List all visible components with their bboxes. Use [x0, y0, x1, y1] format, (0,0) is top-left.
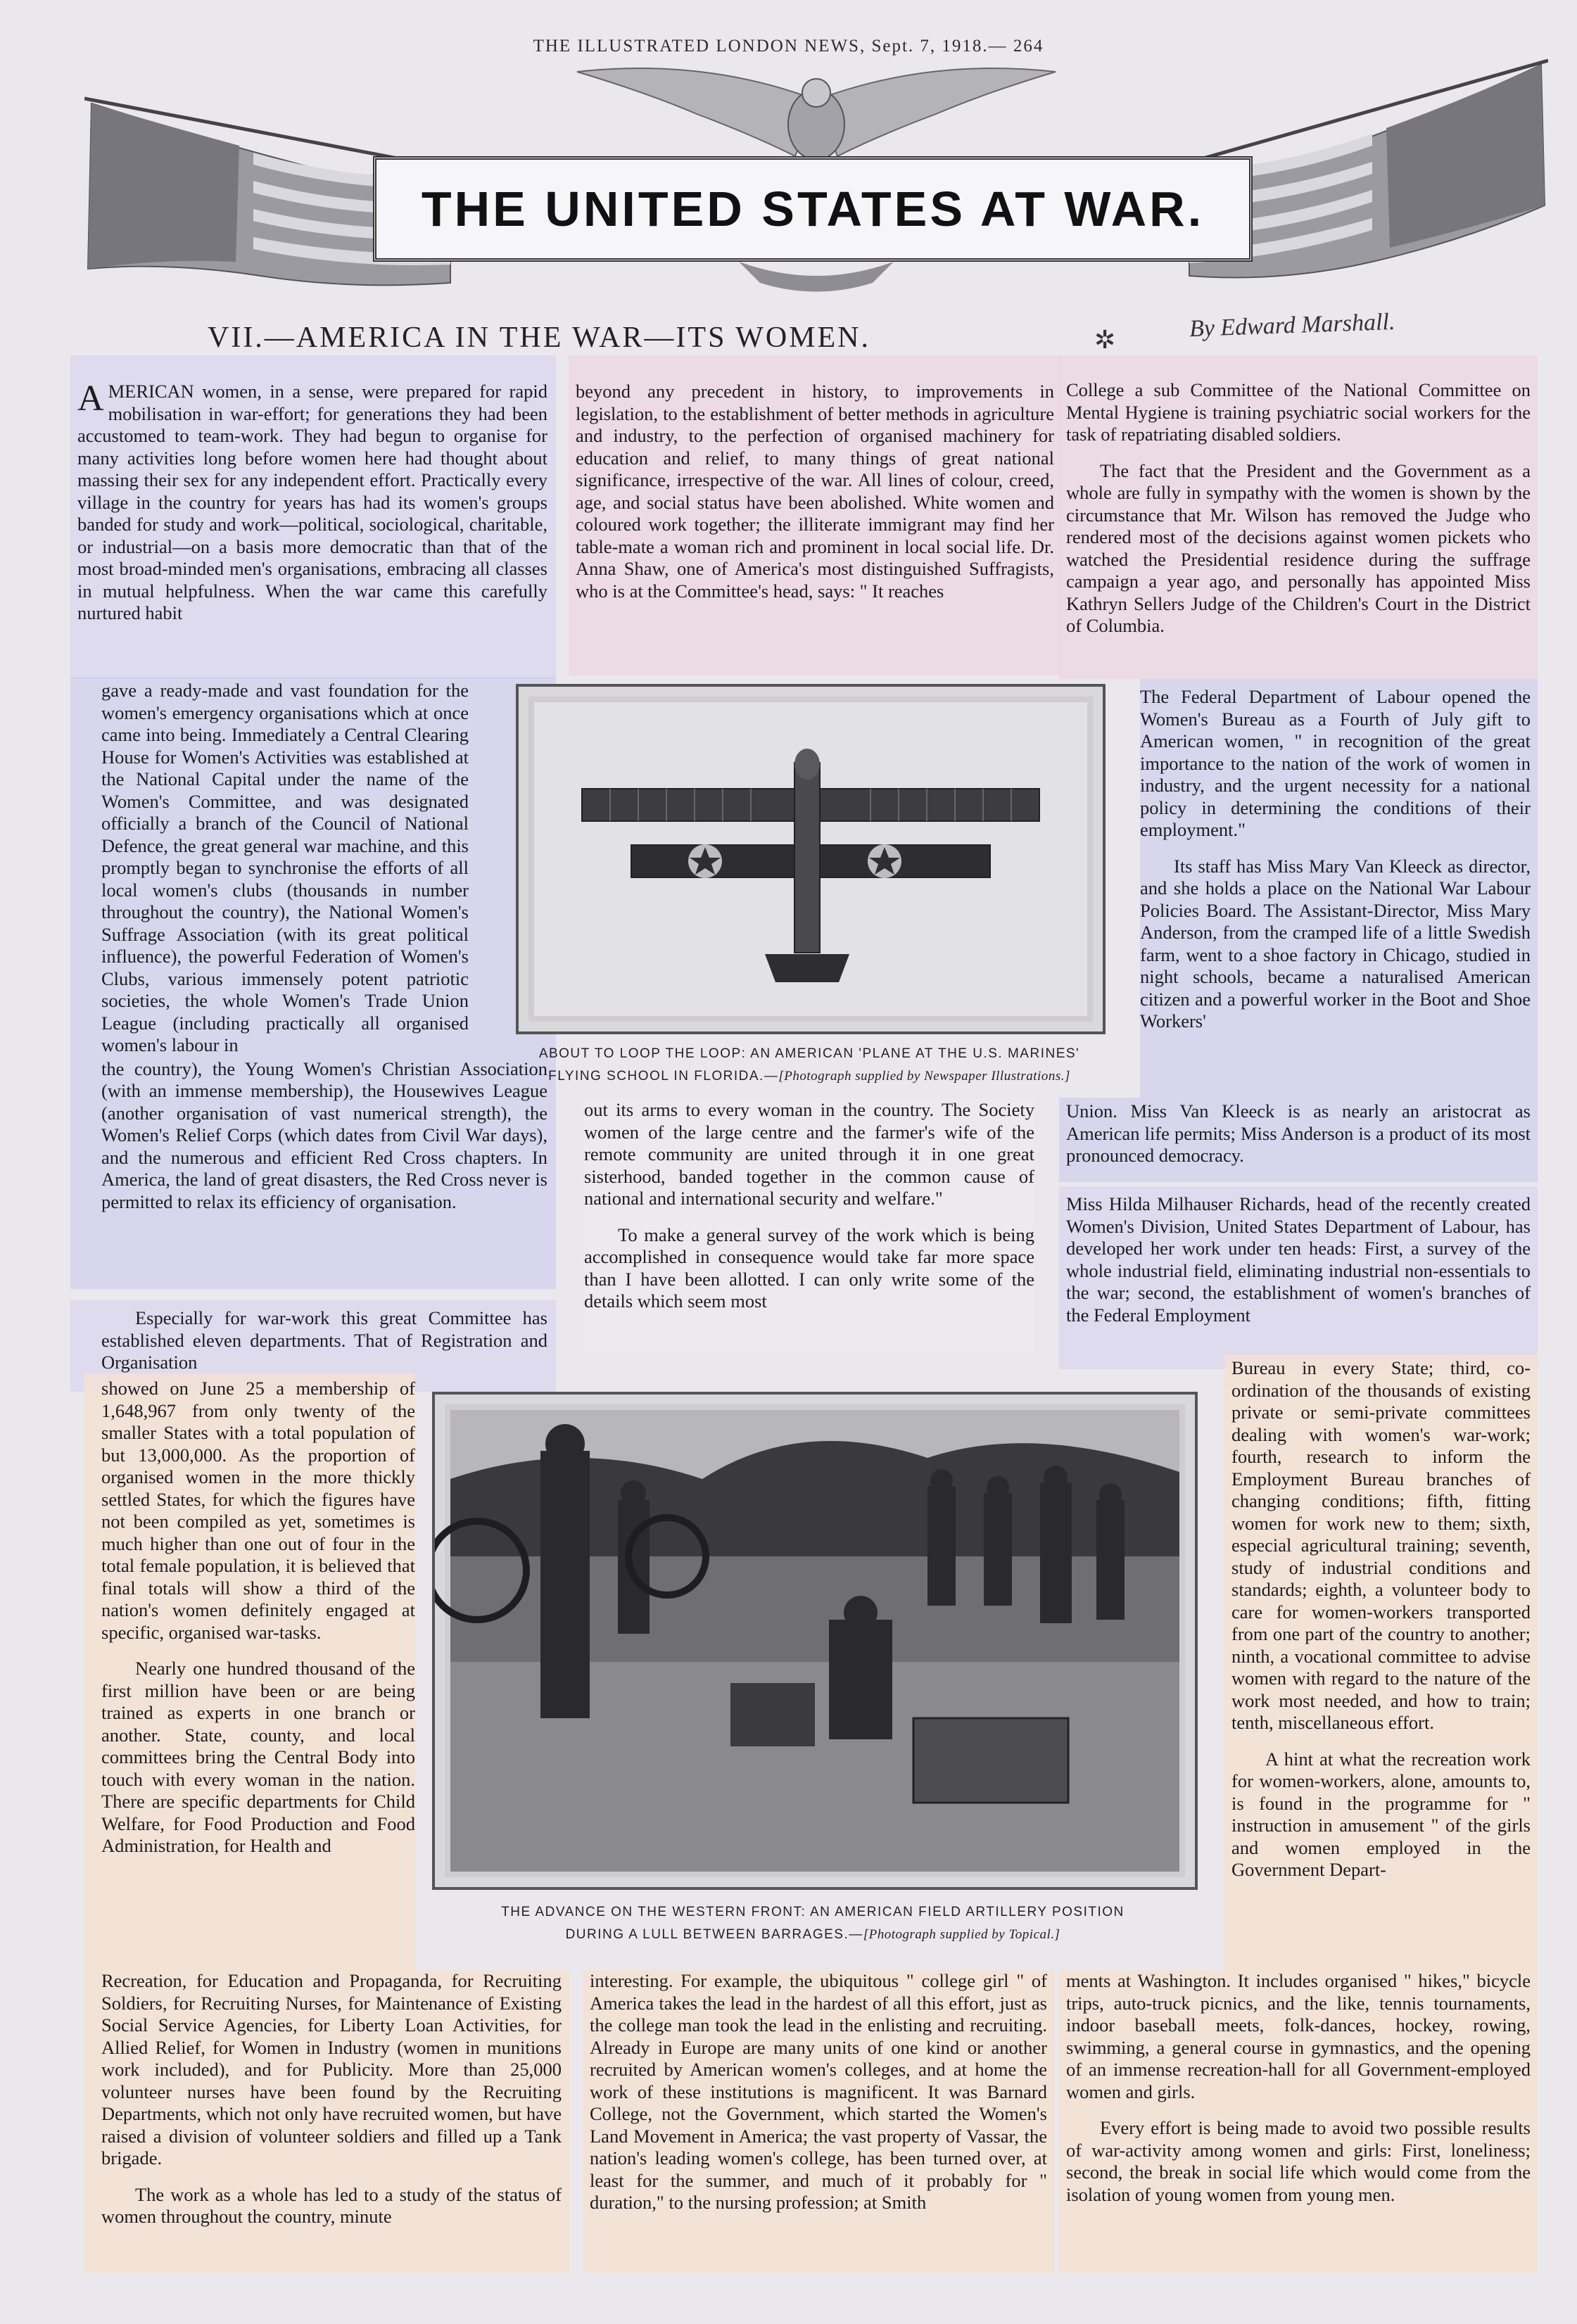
field-artillery-photograph	[435, 1395, 1195, 1887]
plane-caption-line-1: ABOUT TO LOOP THE LOOP: AN AMERICAN 'PLANE AT THE U.S. MARINES'	[538, 1046, 1080, 1061]
paragraph-7: Recreation, for Education and Propaganda, for Recruiting Soldiers, for Recruiting Nurses, for Maintenance of Existing Social Service Agencies, for Liberty Loan Activities, for Allied Relief, for Women in Industry (women in munitions work included), and for Publicity. More than 25,000 volunteer nurses have been found by the Recruiting Departments, which not only have recruited women, but have raised a division of volunteer soldiers and filled up a Tank brigade.	[101, 1970, 562, 2169]
paragraph-3: the country), the Young Women's Christian Association (with an immense membership), the Housewives League (another organisation of vast numerical strength), the Women's Relief Corps (which dates from Civil War days), and the numerous and efficient Red Cross chapters. In America, the land of great disasters, the Red Cross never is permitted to relax its efficiency of organisation.	[101, 1058, 547, 1212]
paragraph-c3-5: Union. Miss Van Kleeck is as nearly an aristocrat as American life permits; Miss Anderson is a product of its most pronounced democracy.	[1066, 1100, 1531, 1166]
paragraph-c3-1: College a sub Committee of the National Committee on Mental Hygiene is training psychiatric social workers for the task of repatriating disabled soldiers.	[1066, 379, 1531, 445]
paragraph-5: showed on June 25 a membership of 1,648,967 from only twenty of the smaller States with a total population of but 13,000,000. As the proportion of organised women in the more thickly settled States, for which the figures have not been compiled as yet, sometimes is much higher than one out of four in the total female population, it is believed that final totals will show a third of the nation's women definitely engaged at specific, organised war-tasks.	[101, 1378, 415, 1643]
title-banner	[373, 156, 1253, 262]
column-3-narrow	[1224, 1354, 1538, 1974]
paragraph-c3-3: The Federal Department of Labour opened the Women's Bureau as a Fourth of July gift to American women, " in recognition of the great importance to the nation of the work of women in industry, and the urgent necessity for a national policy in determining the conditions of their employment."	[1140, 686, 1531, 840]
paragraph-c3-2: The fact that the President and the Government as a whole are fully in sympathy with the women is shown by the circumstance that Mr. Wilson has removed the Judge who rendered most of the decisions against women pickets who watched the Presidential residence during the suffrage campaign a year ago, and personally has appointed Miss Kathryn Sellers Judge of the Children's Court in the District of Columbia.	[1066, 459, 1531, 636]
running-head: THE ILLUSTRATED LONDON NEWS, Sept. 7, 1918.— 264	[533, 37, 1044, 56]
column-2-bottom	[583, 1970, 1054, 2273]
column-1-mid	[70, 677, 556, 1289]
drop-cap: A	[77, 379, 104, 419]
byline: By Edward Marshall.	[1189, 308, 1395, 343]
paragraph-8: The work as a whole has led to a study of the status of women throughout the country, minute	[101, 2183, 562, 2227]
aeroplane-photograph	[519, 687, 1103, 1031]
plane-caption-line-2: FLYING SCHOOL IN FLORIDA.—	[548, 1069, 779, 1084]
artillery-caption	[422, 1901, 1203, 1946]
paragraph-c2-3: To make a general survey of the work which is being accomplished in consequence would take far more space than I have been allotted. I can only write some of the details which seem most	[584, 1224, 1034, 1312]
artillery-caption-credit: [Photograph supplied by Topical.]	[863, 1927, 1060, 1942]
paragraph-4: Especially for war-work this great Committee has established eleven departments. That of Registration and Organisation	[101, 1307, 547, 1373]
column-3-bottom	[1059, 1970, 1538, 2273]
column-3-top	[1059, 355, 1538, 679]
plane-photo-frame	[516, 684, 1106, 1034]
column-1-top	[70, 355, 556, 679]
paragraph-c2-4: interesting. For example, the ubiquitous " college girl " of America takes the lead in the hardest of all this effort, just as the college man took the lead in the enlisting and recruiting. Already in Europe are many units of one kind or another recruited by American women's colleges, and at home the work of these institutions is magnificent. It was Barnard College, not the Government, which started the Women's Land Movement in America; the vast property of Vassar, the nation's leading women's college, has been turned over, at least for the summer, and much of it probably for " duration," to the nursing profession; at Smith	[590, 1970, 1047, 2213]
article-subtitle: VII.—AMERICA IN THE WAR—ITS WOMEN.	[208, 322, 870, 354]
asterisk-icon: ✲	[1094, 326, 1116, 354]
paragraph-c3-4: Its staff has Miss Mary Van Kleeck as director, and she holds a place on the National War Labour Policies Board. The Assistant-Director, Miss Mary Anderson, from the cramped life of a little Swedish farm, went to a shoe factory in Chicago, studied in night schools, became a naturalised American citizen and a powerful worker in the Boot and Shoe Workers'	[1140, 855, 1531, 1031]
artillery-photo-frame	[432, 1392, 1198, 1890]
plane-caption	[493, 1043, 1126, 1088]
column-1-narrow	[84, 1373, 415, 1971]
paragraph-1: AMERICAN women, in a sense, were prepared for rapid mobilisation in war-effort; for generations they had been accustomed to team-work. They had begun to organise for many activities long before women here had thought about massing their sex for any independent effort. Practically every village in the country for years has had its women's groups banded for study and work—political, sociological, charitable, or industrial—on a basis more democratic than that of the most broad-minded men's organisations, embracing all classes in mutual helpfulness. When the war came this carefully nurtured habit	[77, 379, 547, 623]
artillery-caption-line-1: THE ADVANCE ON THE WESTERN FRONT: AN AMERICAN FIELD ARTILLERY POSITION	[501, 1905, 1125, 1919]
artillery-caption-line-2: DURING A LULL BETWEEN BARRAGES.—	[565, 1927, 863, 1942]
column-3-labour	[1140, 679, 1538, 1098]
paragraph-c3-10: Every effort is being made to avoid two possible results of war-activity among women and girls: First, loneliness; second, the break in social life which would come from the isolation of young women from young men.	[1066, 2117, 1531, 2205]
paragraph-c3-7: Bureau in every State; third, co-ordination of the thousands of existing private or semi-private committees dealing with women's war-work; fourth, research to inform the Employment Bureau branches of changing conditions; fifth, fitting women for work new to them; sixth, especial agricultural training; seventh, study of industrial conditions and standards; eighth, a volunteer body to care for women-workers transported from one part of the country to another; ninth, a vocational committee to advise women with regard to the nature of the work most needed, and how to train; tenth, miscellaneous effort.	[1231, 1357, 1531, 1733]
paragraph-c3-9: ments at Washington. It includes organised " hikes," bicycle trips, auto-truck picnics, and the like, tennis tournaments, indoor baseball meets, folk-dances, hockey, rowing, swimming, a general course in gymnastics, and the opening of an immense recreation-hall for all Government-employed women and girls.	[1066, 1970, 1531, 2102]
paragraph-c2-2: out its arms to every woman in the country. The Society women of the large centre and the farmer's wife of the remote community are united through it in one great sisterhood, banded together in the common cause of national and international security and welfare."	[584, 1099, 1034, 1209]
column-2-middle	[584, 1099, 1034, 1352]
paragraph-c3-8: A hint at what the recreation work for women-workers, alone, amounts to, is found in the programme for " instruction in amusement " of the girls and women employed in the Government Depart-	[1231, 1748, 1531, 1880]
column-3-richards	[1059, 1186, 1538, 1369]
paragraph-c2-1: beyond any precedent in history, to improvements in legislation, to the establishment of better methods in agriculture and industry, to the perfection of organised machinery for education and relief, to many things of great national significance, irrespective of the war. All lines of colour, creed, age, and social status have been abolished. White women and coloured work together; the illiterate immigrant may find her table-mate a woman rich and prominent in local social life. Dr. Anna Shaw, one of America's most distinguished Suffragists, who is at the Committee's head, says: " It reaches	[576, 381, 1054, 602]
plane-caption-credit: [Photograph supplied by Newspaper Illustrations.]	[778, 1069, 1070, 1084]
column-2-top	[569, 355, 1061, 675]
paragraph-6: Nearly one hundred thousand of the first million have been or are being trained as experts in one branch or another. State, county, and local committees bring the Central Body into touch with every woman in the nation. There are specific departments for Child Welfare, for Food Production and Food Administration, for Health and	[101, 1658, 415, 1856]
column-3-union	[1059, 1098, 1538, 1182]
paragraph-c3-6: Miss Hilda Milhauser Richards, head of the recently created Women's Division, United States Department of Labour, has developed her work under ten heads: First, a survey of the whole industrial field, eliminating industrial non-essentials to the war; second, the establishment of women's branches of the Federal Employment	[1066, 1193, 1531, 1326]
column-1-bottom	[84, 1970, 570, 2273]
page-title: THE UNITED STATES AT WAR.	[421, 182, 1205, 236]
paragraph-2: gave a ready-made and vast foundation for the women's emergency organisations which at once came into being. Immediately a Central Clearing House for Women's Activities was established at the National Capital under the name of the Women's Committee, and was designated officially a branch of the Council of National Defence, the great general war machine, and this promptly began to synchronise the efforts of all local women's clubs (thousands in number throughout the country), the National Women's Suffrage Association (with its great political influence), the powerful Federation of Women's Clubs, various immensely potent patriotic societies, the whole Women's Trade Union League (including practically all organised women's labour in	[101, 680, 469, 1055]
